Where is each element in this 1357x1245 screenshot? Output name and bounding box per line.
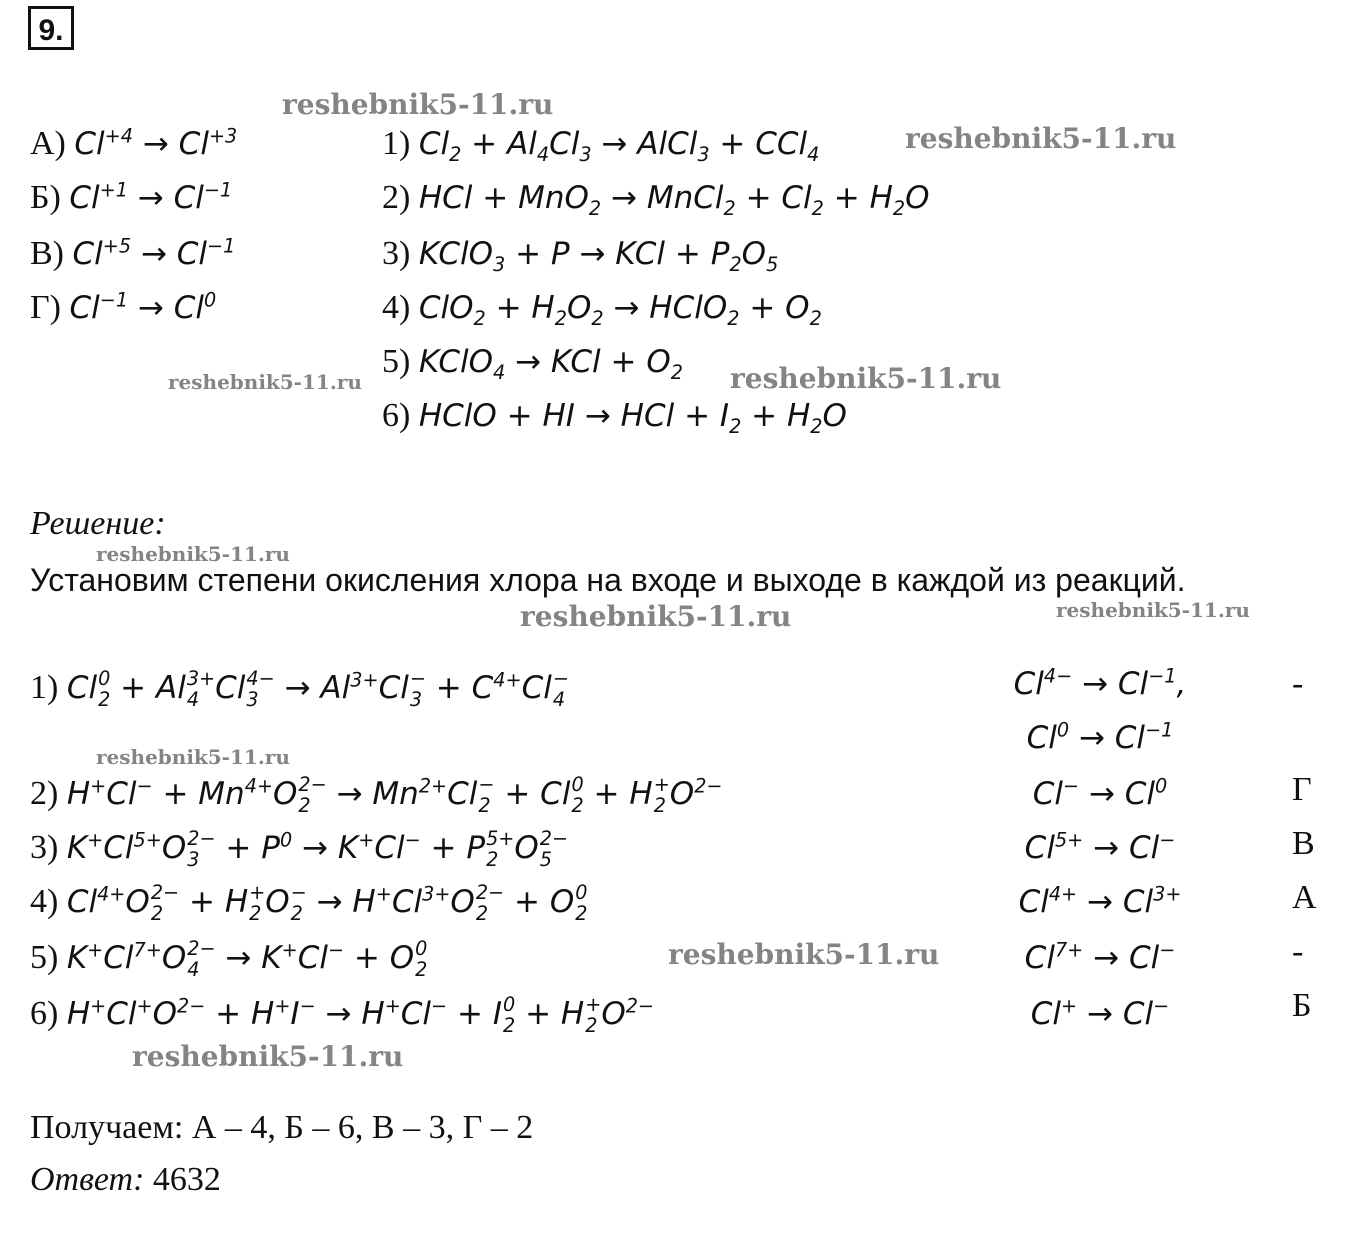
watermark: reshebnik5-11.ru bbox=[96, 542, 290, 566]
transition-6: Cl+ → Cl− bbox=[1030, 994, 1170, 1032]
watermark: reshebnik5-11.ru bbox=[282, 88, 554, 121]
answer-label: Ответ: bbox=[30, 1161, 145, 1198]
solution-row-3: 3) $K^+Cl^{5+}O$ 2− 3 + $P^0 \to K^+Cl^- + P$ 5+ 2 O 2− 5 bbox=[30, 827, 569, 871]
reaction-2: 2) HCl + MnO$_2$ → MnCl$_2$ + $Cl_2 + H_2O$ bbox=[382, 179, 930, 221]
solution-label: Решение: bbox=[30, 505, 166, 542]
watermark: reshebnik5-11.ru bbox=[905, 122, 1177, 155]
answer-letter-3: В bbox=[1292, 825, 1315, 862]
transition-1a: $Cl^{4-} \to Cl^{-1}$, bbox=[1013, 664, 1187, 702]
transition-3: $Cl^{5+} \to Cl^-$ bbox=[1024, 828, 1176, 866]
reaction-4: 4) $ClO_2 + H_2O_2$ → HClO$_2$ + $O_2$ bbox=[382, 289, 822, 331]
watermark: reshebnik5-11.ru bbox=[132, 1040, 404, 1073]
reaction-3: 3) KClO$_3$ + P → KCl + $P_2O_5$ bbox=[382, 235, 779, 277]
solution-row-2: 2) $H^+Cl^- + Mn^{4+}O$ 2− 2 → $Mn^{2+}Cl$ − 2 + Cl 0 2 + H + 2 $O^{2-}$ bbox=[30, 773, 723, 817]
left-item-g: Г) $Cl^{-1} \to Cl^0$ bbox=[30, 288, 217, 326]
watermark: reshebnik5-11.ru bbox=[730, 362, 1002, 395]
solution-text: Установим степени окисления хлора на входе и выходе в каждой из реакций. bbox=[30, 562, 1186, 598]
result-text: Получаем: А – 4, Б – 6, В – 3, Г – 2 bbox=[30, 1109, 534, 1146]
answer-letter-1: - bbox=[1292, 665, 1304, 702]
transition-5: $Cl^{7+} \to Cl^-$ bbox=[1024, 938, 1176, 976]
answer-letter-5: - bbox=[1292, 933, 1304, 970]
left-item-v: В) $Cl^{+5} \to Cl^{-1}$ bbox=[30, 234, 236, 272]
solution-row-5: 5) $K^+Cl^{7+}O$ 2− 4 → K+Cl− + O 0 2 bbox=[30, 937, 428, 981]
transition-1b: $Cl^0 \to Cl^{-1}$ bbox=[1026, 718, 1174, 756]
answer-letter-6: Б bbox=[1292, 987, 1312, 1024]
answer-letter-2: Г bbox=[1292, 771, 1312, 808]
solution-row-4: 4) $Cl^{4+}O$ 2− 2 + H + 2 O − 2 → $H^+Cl^{3+}O$ 2− 2 + O 0 2 bbox=[30, 881, 588, 925]
solution-row-1: 1) Cl 0 2 + Al 3+ 4 Cl 4− 3 → $Al^{3+}Cl$ − 3 + $C^{4+}Cl$ − 4 bbox=[30, 667, 569, 711]
watermark: reshebnik5-11.ru bbox=[668, 938, 940, 971]
solution-row-6: 6) $H^+Cl^+O^{2-} + H^+I^- \to H^+Cl^- + I$ 0 2 + H + 2 $O^{2-}$ bbox=[30, 993, 655, 1037]
watermark: reshebnik5-11.ru bbox=[520, 600, 792, 633]
left-item-a: А) $Cl^{+4} \to Cl^{+3}$ bbox=[30, 124, 238, 162]
answer-value: 4632 bbox=[152, 1161, 221, 1198]
task-number: 9. bbox=[28, 6, 74, 50]
watermark: reshebnik5-11.ru bbox=[96, 745, 290, 769]
reaction-5: 5) KClO$_4$ → KCl + $O_2$ bbox=[382, 343, 683, 385]
left-item-b: Б) $Cl^{+1} \to Cl^{-1}$ bbox=[30, 178, 233, 216]
transition-4: $Cl^{4+} \to Cl^{3+}$ bbox=[1018, 882, 1182, 920]
reaction-6: 6) HClO + HI → HCl + $I_2 + H_2O$ bbox=[382, 397, 847, 439]
watermark: reshebnik5-11.ru bbox=[168, 370, 362, 394]
reaction-1: 1) $Cl_2 + Al_4Cl_3$ → AlCl$_3$ + CCl$_4$ bbox=[382, 125, 820, 167]
answer-line bbox=[30, 1160, 221, 1200]
answer-letter-4: А bbox=[1292, 879, 1317, 916]
transition-2: $Cl^- \to Cl^0$ bbox=[1032, 774, 1168, 812]
watermark: reshebnik5-11.ru bbox=[1056, 598, 1250, 622]
